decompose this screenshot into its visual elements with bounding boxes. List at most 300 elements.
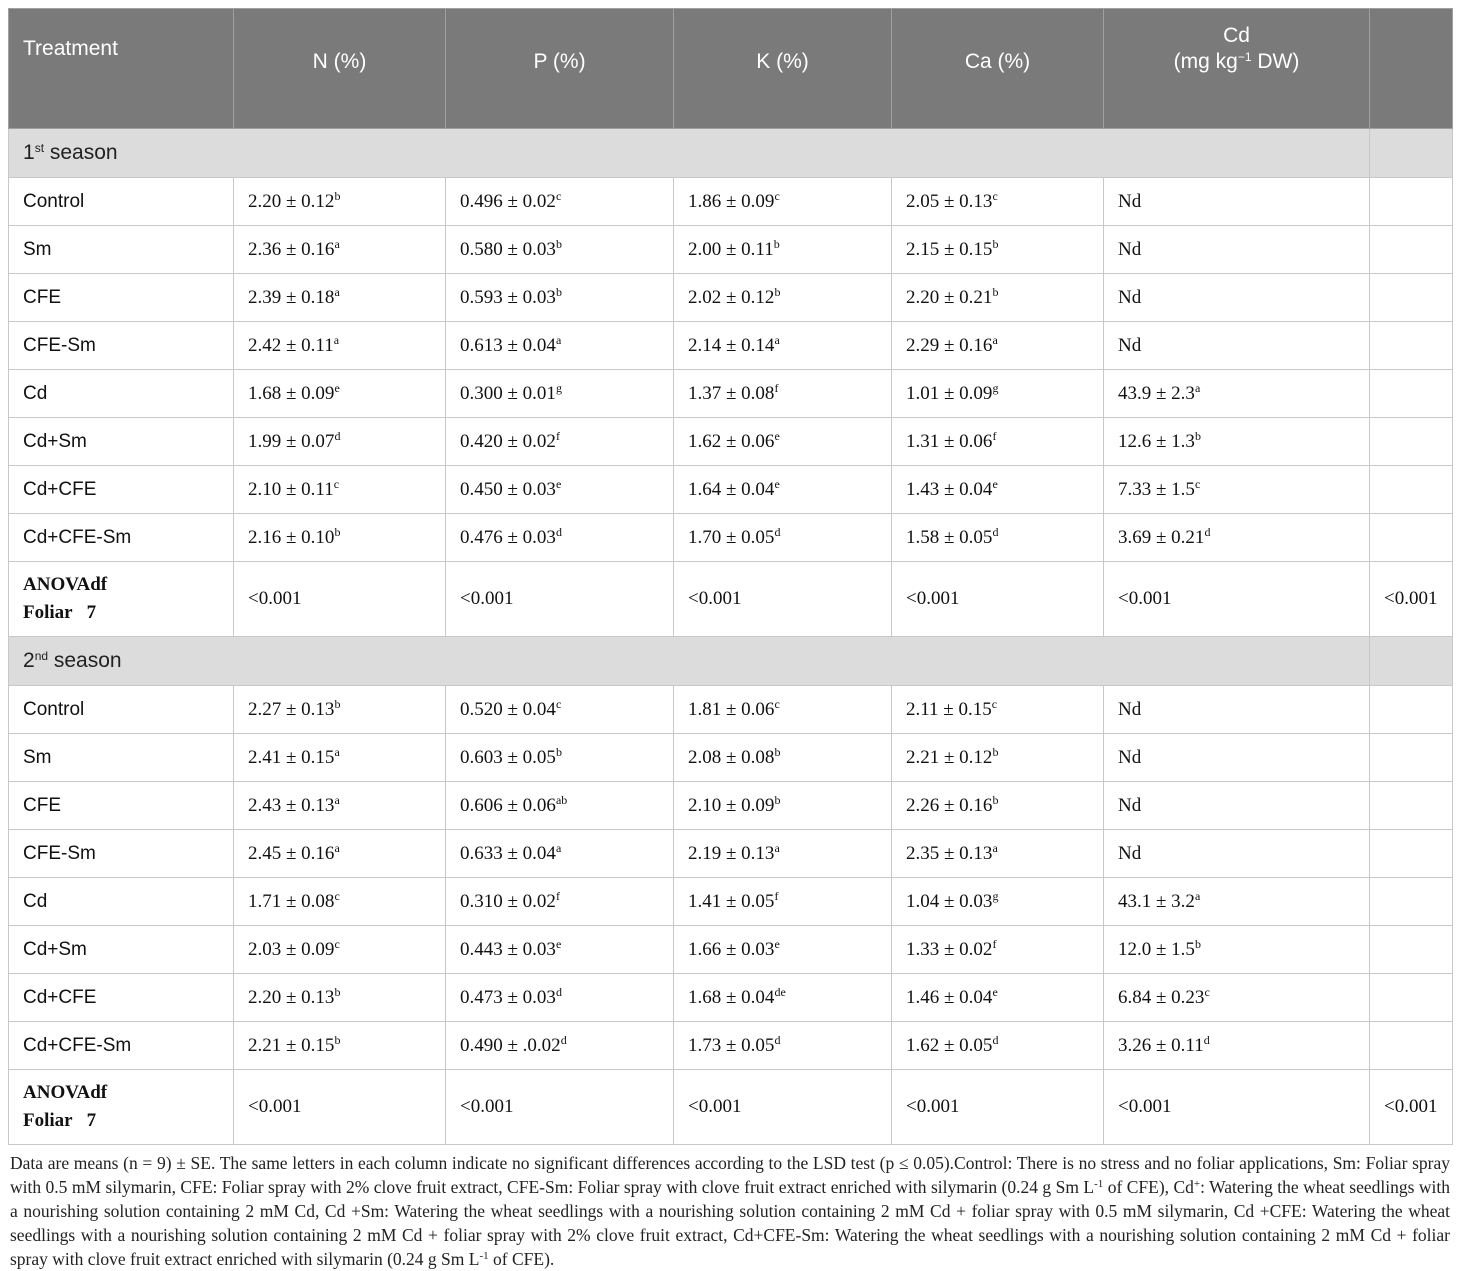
n-cell bbox=[234, 322, 446, 370]
n-cell-value: 2.10 ± 0.11 bbox=[248, 478, 334, 500]
cd-cell-value: Nd bbox=[1118, 698, 1142, 720]
header-k: K (%) bbox=[674, 9, 892, 129]
cd-cell bbox=[1104, 418, 1370, 466]
table-row bbox=[9, 734, 1453, 782]
treatment-cell-value: Cd+CFE bbox=[23, 986, 97, 1008]
k-cell bbox=[674, 418, 892, 466]
treatment-cell bbox=[9, 686, 234, 734]
n-cell bbox=[234, 1022, 446, 1070]
table-row bbox=[9, 178, 1453, 226]
k-cell-value: 2.08 ± 0.08 bbox=[688, 746, 775, 768]
footnote-sup2: + bbox=[1193, 1178, 1201, 1190]
p-cell-letter: e bbox=[555, 936, 562, 951]
cd-cell bbox=[1104, 782, 1370, 830]
k-cell bbox=[674, 878, 892, 926]
season-row bbox=[9, 129, 1453, 178]
n-cell bbox=[234, 178, 446, 226]
cd-cell-value: 12.6 ± 1.3 bbox=[1118, 430, 1195, 452]
p-cell-letter: f bbox=[555, 888, 560, 903]
p-cell bbox=[446, 178, 674, 226]
anova-ca-cell-value: <0.001 bbox=[906, 588, 960, 609]
k-cell-letter: e bbox=[774, 476, 780, 491]
p-cell-value: 0.450 ± 0.03 bbox=[460, 478, 556, 500]
ca-cell-value: 1.43 ± 0.04 bbox=[906, 478, 993, 500]
empty-cell bbox=[1370, 178, 1453, 226]
n-cell bbox=[234, 418, 446, 466]
treatment-cell bbox=[9, 782, 234, 830]
cd-cell-value: Nd bbox=[1118, 334, 1142, 356]
table-row bbox=[9, 418, 1453, 466]
cd-cell bbox=[1104, 734, 1370, 782]
empty-cell bbox=[1370, 1022, 1453, 1070]
ca-cell bbox=[892, 178, 1104, 226]
anova-label bbox=[9, 1070, 234, 1145]
empty-cell bbox=[1370, 514, 1453, 562]
p-cell-letter: d bbox=[560, 1032, 567, 1047]
anova-label-line2: Foliar bbox=[23, 602, 73, 623]
ca-cell-letter: b bbox=[992, 744, 999, 759]
cd-cell-value: 43.1 ± 3.2 bbox=[1118, 890, 1195, 912]
anova-n-cell bbox=[234, 1070, 446, 1145]
k-cell-value: 1.64 ± 0.04 bbox=[688, 478, 775, 500]
k-cell-value: 2.02 ± 0.12 bbox=[688, 286, 775, 308]
n-cell-letter: a bbox=[334, 840, 340, 855]
k-cell-letter: de bbox=[774, 984, 786, 999]
n-cell-letter: a bbox=[334, 284, 340, 299]
p-cell bbox=[446, 1022, 674, 1070]
table-row bbox=[9, 782, 1453, 830]
p-cell-letter: b bbox=[555, 236, 562, 251]
anova-last-cell bbox=[1370, 562, 1453, 637]
ca-cell bbox=[892, 466, 1104, 514]
table-row bbox=[9, 226, 1453, 274]
cd-cell bbox=[1104, 878, 1370, 926]
anova-last-cell bbox=[1370, 1070, 1453, 1145]
ca-cell-letter: g bbox=[992, 380, 999, 395]
k-cell bbox=[674, 274, 892, 322]
footnote-part4: of CFE). bbox=[488, 1249, 555, 1269]
season-number: 2 bbox=[23, 649, 35, 672]
p-cell bbox=[446, 782, 674, 830]
k-cell bbox=[674, 926, 892, 974]
header-row bbox=[9, 9, 1453, 129]
p-cell bbox=[446, 514, 674, 562]
empty-cell bbox=[1370, 686, 1453, 734]
cd-cell-letter: c bbox=[1204, 984, 1210, 999]
ca-cell-letter: f bbox=[992, 936, 997, 951]
cd-cell bbox=[1104, 1022, 1370, 1070]
ca-cell bbox=[892, 274, 1104, 322]
anova-p-cell-value: <0.001 bbox=[460, 588, 514, 609]
k-cell-letter: f bbox=[774, 888, 779, 903]
p-cell-letter: c bbox=[555, 696, 562, 711]
table-row bbox=[9, 926, 1453, 974]
anova-ca-cell bbox=[892, 562, 1104, 637]
ca-cell-value: 1.01 ± 0.09 bbox=[906, 382, 993, 404]
header-treatment: Treatment bbox=[9, 9, 234, 129]
cd-cell bbox=[1104, 322, 1370, 370]
anova-row bbox=[9, 1070, 1453, 1145]
anova-cd-cell-value: <0.001 bbox=[1118, 1096, 1172, 1117]
table-body bbox=[9, 129, 1453, 1145]
treatment-cell bbox=[9, 466, 234, 514]
ca-cell-value: 2.05 ± 0.13 bbox=[906, 190, 993, 212]
p-cell-letter: ab bbox=[555, 792, 568, 807]
footnote-part3: : Watering the wheat seedlings with a nourishing solution containing 2 mM Cd, Cd +Sm: Watering the wheat seedlings with a nourishing solution containing 2 mM Cd + foliar spray with 0.5 mM silymarin, Cd +CFE: Watering the wheat seedlings with a nourishing solution containing 2 mM Cd + foliar spray with 2% clove fruit extract, Cd+CFE-Sm: Watering the wheat seedlings with a nourishing solution containing 2 mM Cd + foliar spray with clove fruit extract enriched with silymarin (0.24 g Sm L bbox=[10, 1177, 1450, 1269]
cd-cell bbox=[1104, 466, 1370, 514]
n-cell bbox=[234, 466, 446, 514]
treatment-cell bbox=[9, 514, 234, 562]
ca-cell-letter: a bbox=[992, 840, 998, 855]
k-cell bbox=[674, 782, 892, 830]
empty-cell bbox=[1370, 974, 1453, 1022]
p-cell-letter: a bbox=[555, 840, 562, 855]
p-cell-letter: f bbox=[555, 428, 560, 443]
anova-k-cell bbox=[674, 1070, 892, 1145]
treatment-cell bbox=[9, 926, 234, 974]
k-cell-letter: a bbox=[774, 332, 780, 347]
cd-cell bbox=[1104, 926, 1370, 974]
k-cell bbox=[674, 686, 892, 734]
p-cell-value: 0.476 ± 0.03 bbox=[460, 526, 556, 548]
ca-cell-letter: f bbox=[992, 428, 997, 443]
p-cell bbox=[446, 322, 674, 370]
treatment-cell bbox=[9, 322, 234, 370]
n-cell-letter: b bbox=[334, 524, 341, 539]
ca-cell-letter: g bbox=[992, 888, 999, 903]
n-cell-value: 2.45 ± 0.16 bbox=[248, 842, 335, 864]
anova-last-cell-value: <0.001 bbox=[1384, 588, 1438, 609]
n-cell-letter: c bbox=[334, 888, 340, 903]
p-cell-value: 0.606 ± 0.06 bbox=[460, 794, 556, 816]
cd-cell-value: 3.26 ± 0.11 bbox=[1118, 1034, 1204, 1056]
cd-cell bbox=[1104, 226, 1370, 274]
n-cell bbox=[234, 274, 446, 322]
ca-cell-value: 2.15 ± 0.15 bbox=[906, 238, 993, 260]
p-cell-value: 0.443 ± 0.03 bbox=[460, 938, 556, 960]
cd-cell bbox=[1104, 370, 1370, 418]
k-cell bbox=[674, 322, 892, 370]
cd-cell-value: Nd bbox=[1118, 794, 1142, 816]
p-cell bbox=[446, 274, 674, 322]
n-cell bbox=[234, 974, 446, 1022]
treatment-cell bbox=[9, 370, 234, 418]
ca-cell-letter: e bbox=[992, 984, 998, 999]
cd-cell-value: 43.9 ± 2.3 bbox=[1118, 382, 1195, 404]
n-cell-value: 2.20 ± 0.12 bbox=[248, 190, 335, 212]
ca-cell-value: 1.31 ± 0.06 bbox=[906, 430, 993, 452]
cd-cell bbox=[1104, 514, 1370, 562]
n-cell-letter: b bbox=[334, 1032, 341, 1047]
ca-cell bbox=[892, 974, 1104, 1022]
anova-df: 7 bbox=[86, 1110, 97, 1131]
ca-cell-letter: e bbox=[992, 476, 998, 491]
cd-cell-letter: a bbox=[1194, 888, 1201, 903]
p-cell-value: 0.300 ± 0.01 bbox=[460, 382, 556, 404]
table-row bbox=[9, 466, 1453, 514]
k-cell-letter: b bbox=[774, 792, 781, 807]
ca-cell-letter: c bbox=[991, 696, 998, 711]
k-cell-value: 1.62 ± 0.06 bbox=[688, 430, 775, 452]
cd-cell-letter: d bbox=[1204, 524, 1211, 539]
footnote-sup1: -1 bbox=[1094, 1178, 1104, 1190]
anova-cd-cell bbox=[1104, 1070, 1370, 1145]
n-cell-letter: a bbox=[333, 332, 340, 347]
table-row bbox=[9, 830, 1453, 878]
treatment-cell bbox=[9, 226, 234, 274]
cd-cell-value: Nd bbox=[1118, 286, 1142, 308]
cd-cell-letter: b bbox=[1194, 428, 1201, 443]
p-cell-letter: a bbox=[555, 332, 562, 347]
cd-cell-value: 6.84 ± 0.23 bbox=[1118, 986, 1205, 1008]
ca-cell-value: 1.62 ± 0.05 bbox=[906, 1034, 993, 1056]
ca-cell bbox=[892, 322, 1104, 370]
ca-cell-letter: a bbox=[992, 332, 998, 347]
treatment-cell-value: Cd+CFE-Sm bbox=[23, 1034, 132, 1056]
n-cell bbox=[234, 514, 446, 562]
p-cell bbox=[446, 830, 674, 878]
ca-cell-letter: d bbox=[992, 1032, 999, 1047]
n-cell-letter: b bbox=[334, 188, 341, 203]
season-word: season bbox=[48, 649, 122, 672]
empty-cell bbox=[1370, 322, 1453, 370]
p-cell-letter: d bbox=[555, 524, 562, 539]
cd-cell-value: 7.33 ± 1.5 bbox=[1118, 478, 1195, 500]
empty-cell bbox=[1370, 878, 1453, 926]
k-cell-value: 2.19 ± 0.13 bbox=[688, 842, 775, 864]
ca-cell bbox=[892, 1022, 1104, 1070]
header-ca: Ca (%) bbox=[892, 9, 1104, 129]
n-cell-letter: c bbox=[334, 936, 340, 951]
n-cell-letter: a bbox=[334, 744, 340, 759]
cd-cell bbox=[1104, 974, 1370, 1022]
k-cell-value: 1.37 ± 0.08 bbox=[688, 382, 775, 404]
season-word: season bbox=[44, 141, 118, 164]
treatment-cell-value: Control bbox=[23, 698, 85, 720]
n-cell-value: 2.41 ± 0.15 bbox=[248, 746, 335, 768]
ca-cell-value: 1.33 ± 0.02 bbox=[906, 938, 993, 960]
ca-cell-letter: b bbox=[992, 284, 999, 299]
p-cell-value: 0.520 ± 0.04 bbox=[460, 698, 556, 720]
n-cell bbox=[234, 226, 446, 274]
treatment-cell-value: Control bbox=[23, 190, 85, 212]
table-row bbox=[9, 974, 1453, 1022]
p-cell-value: 0.496 ± 0.02 bbox=[460, 190, 556, 212]
n-cell-value: 2.27 ± 0.13 bbox=[248, 698, 335, 720]
header-cd bbox=[1104, 9, 1370, 129]
n-cell bbox=[234, 782, 446, 830]
treatment-cell bbox=[9, 418, 234, 466]
cd-cell-letter: d bbox=[1203, 1032, 1210, 1047]
k-cell-letter: e bbox=[774, 936, 780, 951]
treatment-cell bbox=[9, 974, 234, 1022]
treatment-cell-value: Cd+Sm bbox=[23, 430, 87, 452]
k-cell-letter: a bbox=[774, 840, 780, 855]
n-cell-value: 1.71 ± 0.08 bbox=[248, 890, 335, 912]
anova-n-cell bbox=[234, 562, 446, 637]
anova-label-line2: Foliar bbox=[23, 1110, 73, 1131]
empty-cell bbox=[1370, 926, 1453, 974]
p-cell-value: 0.633 ± 0.04 bbox=[460, 842, 556, 864]
ca-cell bbox=[892, 734, 1104, 782]
table-footnote bbox=[8, 1151, 1452, 1271]
p-cell bbox=[446, 466, 674, 514]
ca-cell-value: 1.04 ± 0.03 bbox=[906, 890, 993, 912]
p-cell bbox=[446, 926, 674, 974]
n-cell-value: 2.43 ± 0.13 bbox=[248, 794, 335, 816]
k-cell bbox=[674, 1022, 892, 1070]
n-cell bbox=[234, 926, 446, 974]
anova-k-cell-value: <0.001 bbox=[688, 588, 742, 609]
table-row bbox=[9, 274, 1453, 322]
treatment-cell bbox=[9, 1022, 234, 1070]
ca-cell-value: 2.35 ± 0.13 bbox=[906, 842, 993, 864]
p-cell-value: 0.310 ± 0.02 bbox=[460, 890, 556, 912]
k-cell bbox=[674, 974, 892, 1022]
empty-cell bbox=[1370, 782, 1453, 830]
anova-cd-cell-value: <0.001 bbox=[1118, 588, 1172, 609]
cd-cell-letter: b bbox=[1194, 936, 1201, 951]
p-cell-value: 0.580 ± 0.03 bbox=[460, 238, 556, 260]
treatment-cell-value: CFE bbox=[23, 286, 61, 308]
ca-cell-value: 1.46 ± 0.04 bbox=[906, 986, 993, 1008]
k-cell-value: 1.81 ± 0.06 bbox=[688, 698, 775, 720]
k-cell bbox=[674, 514, 892, 562]
k-cell-value: 1.86 ± 0.09 bbox=[688, 190, 775, 212]
anova-k-cell bbox=[674, 562, 892, 637]
n-cell-letter: a bbox=[334, 236, 340, 251]
ca-cell-value: 2.11 ± 0.15 bbox=[906, 698, 992, 720]
n-cell-letter: b bbox=[334, 984, 341, 999]
treatment-cell-value: CFE bbox=[23, 794, 61, 816]
treatment-cell bbox=[9, 878, 234, 926]
footnote-sup3: -1 bbox=[479, 1250, 489, 1262]
ca-cell-value: 2.29 ± 0.16 bbox=[906, 334, 993, 356]
cd-cell-value: Nd bbox=[1118, 842, 1142, 864]
n-cell-value: 2.36 ± 0.16 bbox=[248, 238, 335, 260]
anova-label-line1: ANOVAdf bbox=[23, 1082, 108, 1103]
n-cell bbox=[234, 734, 446, 782]
season-row bbox=[9, 637, 1453, 686]
p-cell bbox=[446, 734, 674, 782]
cd-cell-letter: a bbox=[1194, 380, 1201, 395]
ca-cell-letter: b bbox=[992, 792, 999, 807]
table-row bbox=[9, 686, 1453, 734]
k-cell-letter: b bbox=[774, 744, 781, 759]
k-cell-value: 2.00 ± 0.11 bbox=[688, 238, 774, 260]
treatment-cell bbox=[9, 274, 234, 322]
anova-df: 7 bbox=[86, 602, 97, 623]
empty-cell bbox=[1370, 466, 1453, 514]
ca-cell bbox=[892, 226, 1104, 274]
empty-cell bbox=[1370, 274, 1453, 322]
table-row bbox=[9, 1022, 1453, 1070]
anova-p-cell-value: <0.001 bbox=[460, 1096, 514, 1117]
table-wrapper bbox=[8, 8, 1452, 1271]
ca-cell bbox=[892, 686, 1104, 734]
n-cell-letter: b bbox=[334, 696, 341, 711]
header-cd-unit-post: DW) bbox=[1251, 50, 1300, 73]
p-cell-letter: c bbox=[555, 188, 562, 203]
n-cell bbox=[234, 370, 446, 418]
season-ordinal: st bbox=[34, 141, 45, 155]
anova-p-cell bbox=[446, 1070, 674, 1145]
header-cd-line1: Cd bbox=[1223, 24, 1250, 47]
season-empty-cell bbox=[1370, 129, 1453, 178]
p-cell-letter: b bbox=[555, 284, 562, 299]
n-cell-value: 1.68 ± 0.09 bbox=[248, 382, 335, 404]
ca-cell bbox=[892, 926, 1104, 974]
anova-label bbox=[9, 562, 234, 637]
k-cell bbox=[674, 466, 892, 514]
ca-cell bbox=[892, 830, 1104, 878]
anova-cd-cell bbox=[1104, 562, 1370, 637]
p-cell-value: 0.603 ± 0.05 bbox=[460, 746, 556, 768]
cd-cell-letter: c bbox=[1194, 476, 1201, 491]
cd-cell-value: Nd bbox=[1118, 746, 1142, 768]
k-cell-value: 1.73 ± 0.05 bbox=[688, 1034, 775, 1056]
table-row bbox=[9, 322, 1453, 370]
ca-cell bbox=[892, 782, 1104, 830]
p-cell-letter: b bbox=[555, 744, 562, 759]
n-cell bbox=[234, 830, 446, 878]
p-cell-value: 0.420 ± 0.02 bbox=[460, 430, 556, 452]
p-cell-value: 0.593 ± 0.03 bbox=[460, 286, 556, 308]
ca-cell-value: 2.26 ± 0.16 bbox=[906, 794, 993, 816]
treatment-cell-value: Cd bbox=[23, 382, 48, 404]
empty-cell bbox=[1370, 734, 1453, 782]
k-cell bbox=[674, 830, 892, 878]
header-cd-unit-pre: (mg kg bbox=[1173, 50, 1238, 73]
k-cell-letter: b bbox=[773, 236, 780, 251]
season-label bbox=[9, 637, 1370, 686]
anova-label-line1: ANOVAdf bbox=[23, 574, 108, 595]
treatment-cell-value: Cd+Sm bbox=[23, 938, 87, 960]
anova-last-cell-value: <0.001 bbox=[1384, 1096, 1438, 1117]
k-cell bbox=[674, 734, 892, 782]
anova-k-cell-value: <0.001 bbox=[688, 1096, 742, 1117]
n-cell-value: 2.20 ± 0.13 bbox=[248, 986, 335, 1008]
ca-cell bbox=[892, 878, 1104, 926]
ca-cell-letter: d bbox=[992, 524, 999, 539]
header-cd-unit-sup: −1 bbox=[1237, 50, 1252, 64]
empty-cell bbox=[1370, 226, 1453, 274]
anova-ca-cell-value: <0.001 bbox=[906, 1096, 960, 1117]
p-cell bbox=[446, 226, 674, 274]
empty-cell bbox=[1370, 830, 1453, 878]
n-cell bbox=[234, 686, 446, 734]
treatment-cell-value: Sm bbox=[23, 746, 52, 768]
k-cell bbox=[674, 370, 892, 418]
k-cell-letter: e bbox=[774, 428, 780, 443]
ca-cell-value: 2.20 ± 0.21 bbox=[906, 286, 993, 308]
k-cell-value: 1.70 ± 0.05 bbox=[688, 526, 775, 548]
k-cell-value: 1.68 ± 0.04 bbox=[688, 986, 775, 1008]
p-cell-value: 0.613 ± 0.04 bbox=[460, 334, 556, 356]
cd-cell bbox=[1104, 178, 1370, 226]
cd-cell-value: 12.0 ± 1.5 bbox=[1118, 938, 1195, 960]
k-cell-letter: c bbox=[774, 696, 780, 711]
k-cell bbox=[674, 178, 892, 226]
n-cell-value: 2.42 ± 0.11 bbox=[248, 334, 334, 356]
anova-p-cell bbox=[446, 562, 674, 637]
header-last bbox=[1370, 9, 1453, 129]
treatment-cell bbox=[9, 830, 234, 878]
table-row bbox=[9, 370, 1453, 418]
cd-cell bbox=[1104, 830, 1370, 878]
treatment-cell-value: CFE-Sm bbox=[23, 842, 96, 864]
treatment-cell bbox=[9, 178, 234, 226]
